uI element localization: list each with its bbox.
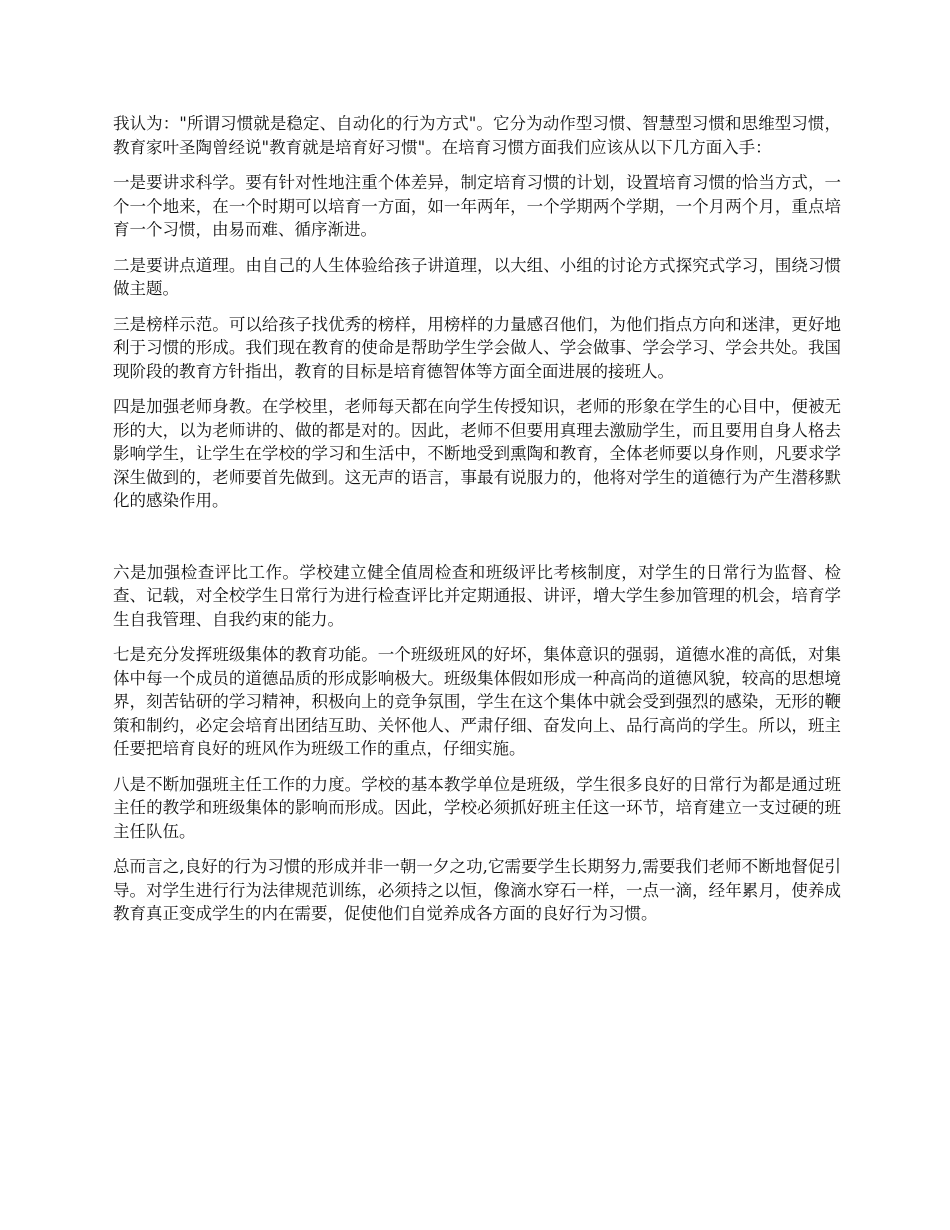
document-page <box>113 112 841 938</box>
section-gap <box>113 525 841 561</box>
paragraph-point-eight: 八是不断加强班主任工作的力度。学校的基本教学单位是班级，学生很多良好的日常行为都是通过班主任的教学和班级集体的影响而形成。因此，学校必须抓好班主任这一环节，培育建立一支过硬的班主任队伍。 <box>113 774 841 841</box>
paragraph-point-four: 四是加强老师身教。在学校里，老师每天都在向学生传授知识，老师的形象在学生的心目中，便被无形的大，以为老师讲的、做的都是对的。因此，老师不但要用真理去激励学生，而且要用自身人格去影响学生，让学生在学校的学习和生活中，不断地受到熏陶和教育，全体老师要以身作则，凡要求学深生做到的，老师要首先做到。这无声的语言，事最有说服力的，他将对学生的道德行为产生潜移默化的感染作用。 <box>113 397 841 510</box>
paragraph-point-two: 二是要讲点道理。由自己的人生体验给孩子讲道理，以大组、小组的讨论方式探究式学习，围绕习惯做主题。 <box>113 255 841 298</box>
paragraph-point-seven: 七是充分发挥班级集体的教育功能。一个班级班风的好坏，集体意识的强弱，道德水准的高低，对集体中每一个成员的道德品质的形成影响极大。班级集体假如形成一种高尚的道德风貌，较高的思想境界，刻苦钻研的学习精神，积极向上的竞争氛围，学生在这个集体中就会受到强烈的感染，无形的鞭策和制约，必定会培育出团结互助、关怀他人、严肃仔细、奋发向上、品行高尚的学生。所以，班主任要把培育良好的班风作为班级工作的重点，仔细实施。 <box>113 645 841 758</box>
paragraph-point-three: 三是榜样示范。可以给孩子找优秀的榜样，用榜样的力量感召他们，为他们指点方向和迷津，更好地利于习惯的形成。我们现在教育的使命是帮助学生学会做人、学会做事、学会学习、学会共处。我国现阶段的教育方针指出，教育的目标是培育德智体等方面全面进展的接班人。 <box>113 314 841 381</box>
paragraph-point-six: 六是加强检查评比工作。学校建立健全值周检查和班级评比考核制度，对学生的日常行为监督、检查、记载，对全校学生日常行为进行检查评比并定期通报、讲评，增大学生参加管理的机会，培育学生自我管理、自我约束的能力。 <box>113 562 841 629</box>
paragraph-intro: 我认为："所谓习惯就是稳定、自动化的行为方式"。它分为动作型习惯、智慧型习惯和思维型习惯，教育家叶圣陶曾经说"教育就是培育好习惯"。在培育习惯方面我们应该从以下几方面入手： <box>113 114 841 157</box>
paragraph-conclusion: 总而言之,良好的行为习惯的形成并非一朝一夕之功,它需要学生长期努力,需要我们老师不断地督促引导。对学生进行行为法律规范训练，必须持之以恒，像滴水穿石一样，一点一滴，经年累月，使养成教育真正变成学生的内在需要，促使他们自觉养成各方面的良好行为习惯。 <box>113 857 841 923</box>
paragraph-point-one: 一是要讲求科学。要有针对性地注重个体差异，制定培育习惯的计划，设置培育习惯的恰当方式，一个一个地来，在一个时期可以培育一方面，如一年两年，一个学期两个学期，一个月两个月，重点培育一个习惯，由易而难、循序渐进。 <box>113 173 841 239</box>
